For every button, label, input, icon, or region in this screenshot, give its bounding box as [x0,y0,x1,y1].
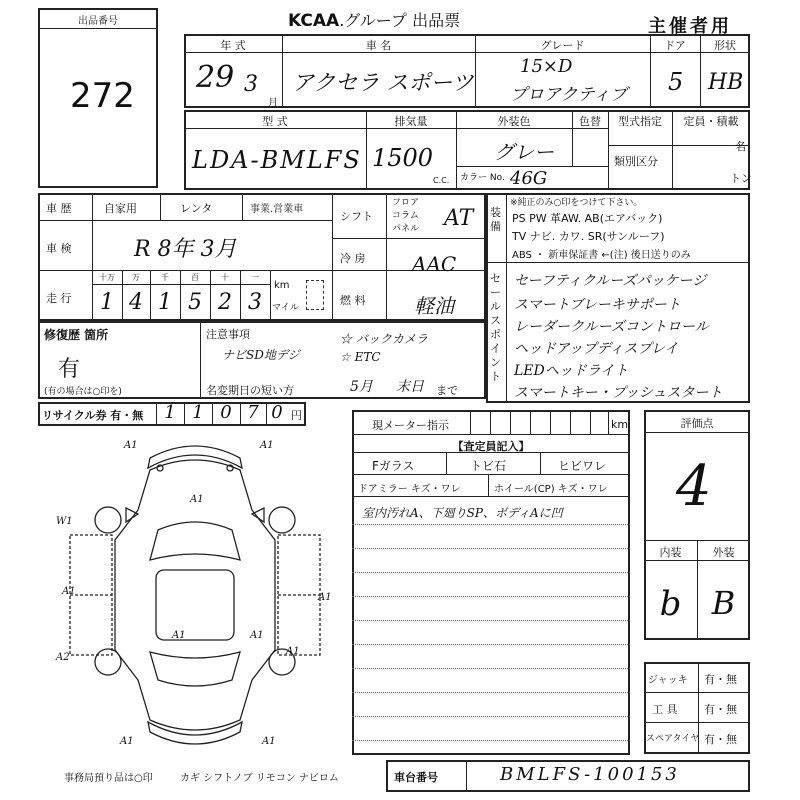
color-swap-label: 色替 [579,115,601,128]
score-label: 評価点 [680,417,714,430]
crack-label: ヒビワレ [558,459,607,473]
ac-label: 冷 房 [340,252,366,265]
shift-label: シフト [340,210,373,223]
damage-mark-1: A1 [124,440,138,451]
shift-value: AT [444,206,474,231]
color-no-value: 46G [510,168,548,189]
car-name-label: 車 名 [365,39,392,52]
mileage-digit-5: 2 [218,290,232,315]
door-value: 5 [668,68,684,96]
year-value: 29 [196,60,235,95]
mirror-label: ドアミラー キズ・ワレ [358,484,461,495]
car-diagram [40,430,350,760]
fuel-value: 軽油 [414,294,454,318]
office-items: カギ シフトノブ リモコン ナビロム [180,773,339,784]
mileage-unit-1: 一 [251,273,259,282]
inspection-value: R 8年 3月 [134,237,237,262]
year-sep: 3 [244,72,258,97]
month-mark: 月 [268,98,278,109]
ac-value: AAC [412,252,457,276]
mileage-unit-100k: 十万 [99,273,115,282]
mileage-label: 走 行 [46,292,72,305]
interior-label: 内装 [659,546,682,559]
color-no-label: カラー No. [460,173,505,183]
wheel-front-right [269,507,295,533]
equipment-note: ※純正のみ○印をつけて下さい。 [510,198,643,208]
mile-label: マイル [272,303,299,313]
score-value: 4 [676,454,712,519]
damage-mark-10: A2 [56,652,70,663]
recycle-digit-3: 0 [220,402,232,423]
mileage-unit-100: 百 [191,273,199,282]
lot-number: 272 [70,76,135,116]
grade-label: グレード [540,39,585,52]
rename-day: 末日 [396,379,424,395]
shape-label: 形状 [714,39,736,52]
meter-label: 現メーター指示 [372,419,449,432]
rename-month: 5月 [350,379,373,395]
equipment-line3: ABS ・ 新車保証書 ←(注) 後日送りのみ [512,250,691,261]
jack-yn: 有・無 [704,673,737,686]
damage-mark-2: A1 [260,440,274,451]
year-label: 年 式 [220,39,246,52]
repair-value: 有 [58,357,81,382]
damage-mark-3: A1 [190,494,204,505]
km-label: km [274,280,290,291]
category-label: 類別区分 [614,155,658,168]
capacity-label: 定員・積載 [683,115,739,128]
copy-type: 主催者用 [648,16,732,37]
ton-unit: トン [730,172,752,185]
shift-opt-floor: フロア [392,198,420,208]
recycle-digit-4: 7 [247,402,259,423]
rename-suffix: まで [436,384,458,397]
brand-suffix: .グループ 出品票 [339,11,461,30]
spare-label: スペアタイヤ [646,734,700,744]
shape-value: HB [708,70,744,95]
damage-mark-11: A1 [120,736,134,747]
damage-mark-5: A1 [62,586,76,597]
recycle-digit-2: 1 [192,402,204,423]
jack-label: ジャッキ [648,675,688,686]
tools-label: 工 具 [652,703,678,716]
sales-point-1: セーフティクルーズパッケージ [514,273,707,289]
fglass-label: Fガラス [372,459,415,473]
recycle-label: リサイクル券 有・無 [42,409,144,422]
car-name-value: アクセラ スポーツ [292,71,474,96]
model-value: LDA-BMLFS [192,146,362,174]
business-use-label: 事業.営業車 [250,204,304,215]
mirror-right [252,508,264,522]
chassis-label: 車台番号 [394,771,438,784]
sales-point-3: レーダークルーズコントロール [514,319,709,335]
recycle-digit-5: 0 [271,402,283,423]
recycle-unit: 円 [291,409,302,422]
damage-mark-12: A1 [262,736,276,747]
shift-opt-column: コラム [392,211,419,221]
lot-label: 出品番号 [78,16,118,27]
grade-value-2: プロアクティブ [510,85,628,105]
windshield [150,522,240,560]
damage-mark-6: A1 [318,592,332,603]
private-use-label: 自家用 [104,202,137,215]
equipment-line1: PS PW 革AW. AB(エアバック) [512,212,663,225]
spare-yn: 有・無 [704,733,737,746]
exterior-label: 外装 [712,546,735,559]
person-unit: 名 [735,140,746,153]
wheel-rear-left [95,649,121,675]
brand-title [288,8,460,31]
sales-points-label: セールスポイント [490,272,501,383]
door-label: ドア [664,39,686,52]
rename-label: 名変期日の短い方 [206,384,294,397]
mileage-unit-10: 十 [221,273,229,282]
mileage-unit-1k: 千 [161,273,169,282]
inspection-label: 車 検 [46,242,72,255]
note-item-3: ☆ ETC [340,350,381,364]
sales-point-2: スマートブレーキサポート [514,297,681,313]
brand-logo: KCAA [288,11,340,31]
tools-yn: 有・無 [704,703,737,716]
rear-window [150,652,240,686]
mileage-digit-2: 4 [129,290,143,315]
mileage-digit-4: 5 [188,290,202,315]
wheel-front-left [95,507,121,533]
fuel-label: 燃 料 [340,294,366,307]
model-designation-label: 型式指定 [618,115,662,128]
inspector-title: 【査定員記入】 [452,440,530,453]
rental-label: レンタ [180,202,213,215]
mile-check-box [306,280,324,310]
damage-mark-4: W1 [56,516,73,527]
sales-point-5: LEDヘッドライト [514,363,629,379]
damage-mark-9: A1 [286,646,300,657]
color-value: グレー [494,140,554,164]
note-item-1: ナビSD地デジ [222,348,300,362]
mileage-digit-1: 1 [100,290,114,315]
mileage-digit-6: 3 [248,290,262,315]
note-item-2: ☆ バックカメラ [340,332,428,346]
roof [156,570,234,640]
chip-label: トビ石 [470,459,507,473]
color-label: 外装色 [497,115,531,128]
office-note: 事務局預り品は○印 [64,773,153,784]
damage-mark-8: A1 [250,630,264,641]
sales-point-6: スマートキー・プッシュスタート [514,385,723,401]
mirror-left [126,508,138,522]
model-label: 型 式 [262,115,288,128]
meter-unit: km [611,418,629,431]
equipment-label: 装備 [490,206,501,233]
cc-unit: C.C. [433,176,450,185]
inspector-remark: 室内汚れA、下廻りSP、ボディAに凹 [362,506,563,520]
equipment-line2: TV ナビ. カワ. SR(サンルーフ) [512,230,665,243]
displacement-label: 排気量 [394,115,428,128]
damage-mark-7: A1 [172,630,186,641]
repair-label: 修復歴 箇所 [44,328,109,342]
interior-value: b [659,584,682,624]
history-label: 車 歴 [46,202,72,215]
shift-opt-panel: パネル [392,224,420,234]
mileage-digit-3: 1 [158,290,172,315]
displacement-value: 1500 [372,144,434,172]
chassis-value: BMLFS-100153 [500,764,680,785]
sales-point-4: ヘッドアップディスプレイ [514,341,679,357]
lot-number-box [38,8,158,188]
grade-value-1: 15×D [520,56,573,77]
wheel-label: ホイール(CP) キズ・ワレ [494,484,608,495]
repair-note: (有の場合は○印を) [44,387,122,397]
recycle-digit-1: 1 [164,402,176,423]
notes-label: 注意事項 [206,328,250,341]
mileage-unit-10k: 万 [132,273,140,282]
exterior-value: B [711,584,736,622]
